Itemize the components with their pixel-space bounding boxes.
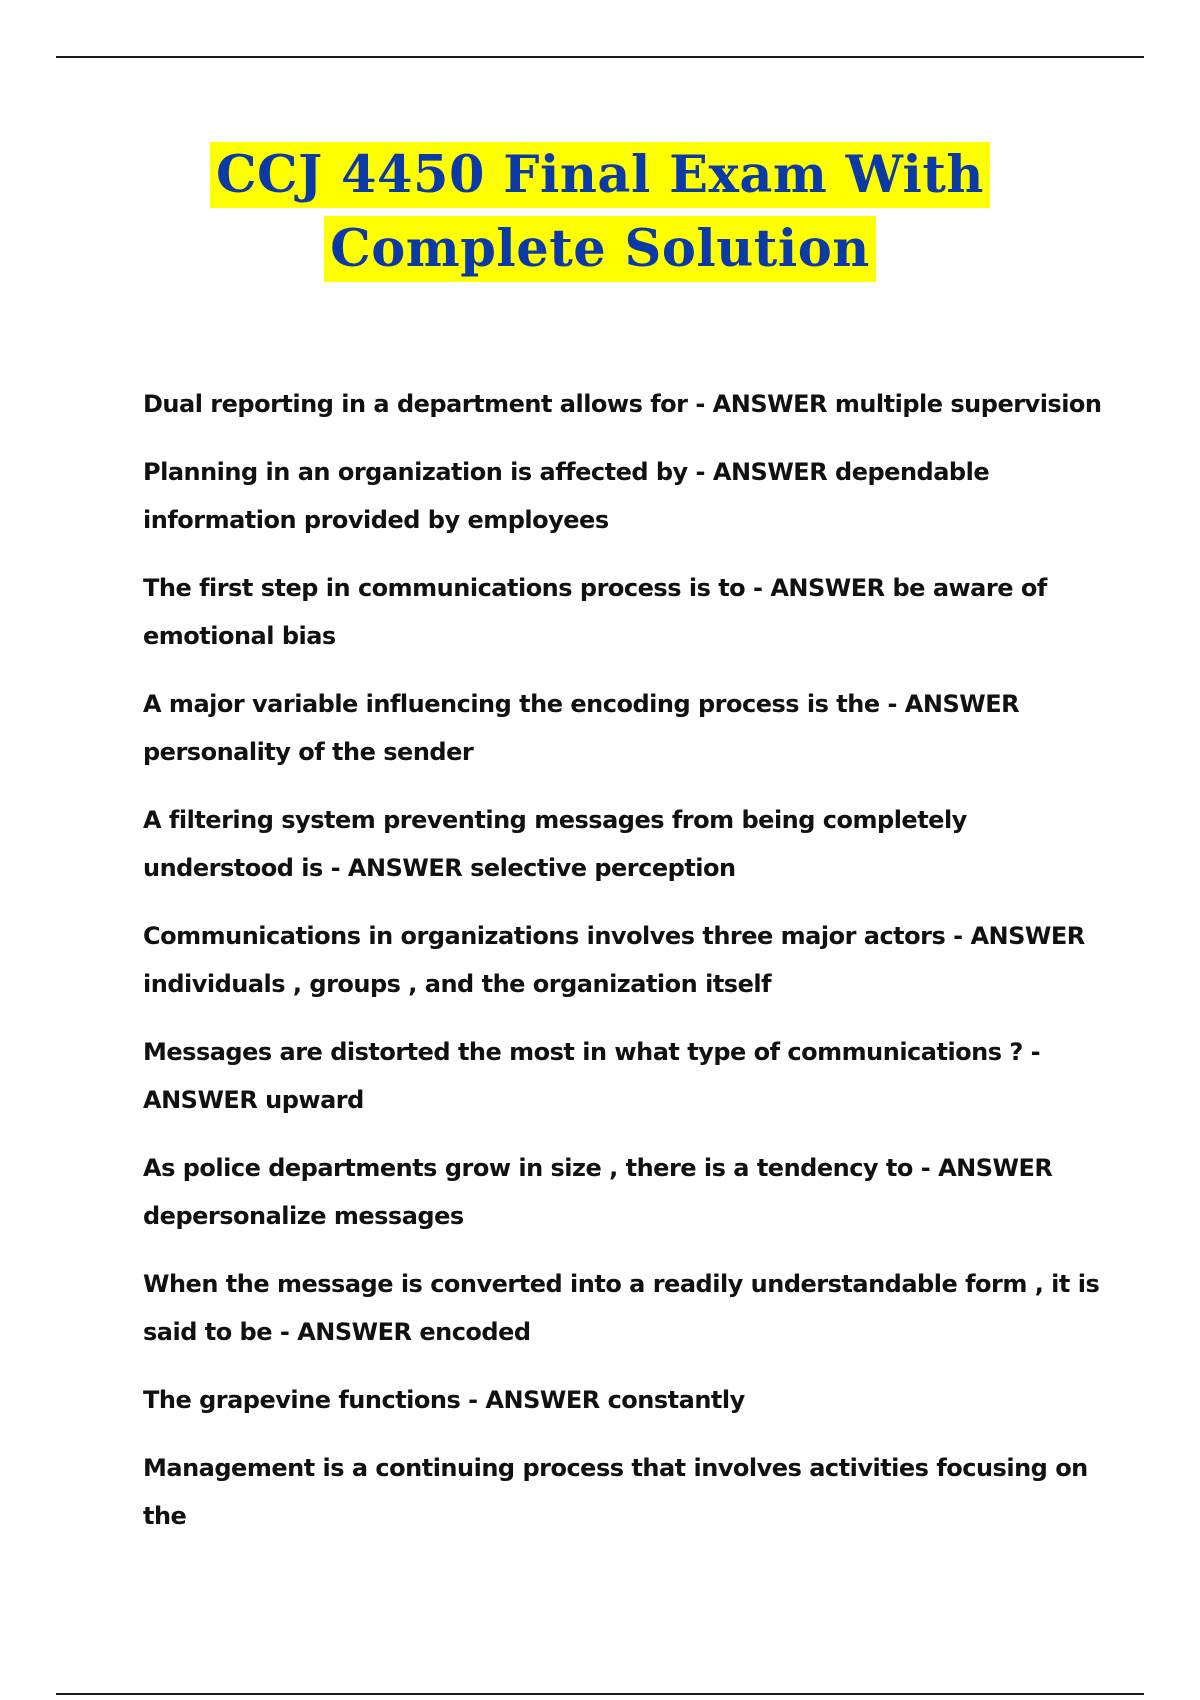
document-title [0, 142, 1200, 290]
qa-separator: - ANSWER [687, 458, 836, 486]
qa-item [143, 380, 1103, 428]
qa-item [143, 796, 1103, 892]
qa-question: The first step in communications process is to [143, 574, 746, 602]
bottom-rule [56, 1693, 1144, 1695]
qa-item [143, 680, 1103, 776]
qa-question: When the message is converted into a readily understandable form , it is said to be [143, 1270, 1100, 1346]
qa-separator: - ANSWER [879, 690, 1020, 718]
qa-separator: - ANSWER [460, 1386, 608, 1414]
qa-question: Management is a continuing process that involves activities focusing on the [143, 1454, 1088, 1530]
qa-answer: multiple supervision [834, 390, 1102, 418]
qa-item [143, 1260, 1103, 1356]
qa-answer: encoded [419, 1318, 531, 1346]
qa-question: As police departments grow in size , there is a tendency to [143, 1154, 913, 1182]
qa-answer: dependable information provided by employees [143, 458, 990, 534]
qa-item [143, 1144, 1103, 1240]
qa-item [143, 912, 1103, 1008]
qa-question: Dual reporting in a department allows for [143, 390, 688, 418]
qa-answer: depersonalize messages [143, 1202, 464, 1230]
qa-separator: - ANSWER [945, 922, 1085, 950]
qa-answer: upward [265, 1086, 364, 1114]
title-text-2: Complete Solution [324, 216, 876, 282]
qa-separator: - ANSWER [745, 574, 893, 602]
top-rule [56, 56, 1144, 58]
qa-question: A major variable influencing the encoding process is the [143, 690, 880, 718]
qa-question: A filtering system preventing messages from being completely understood is [143, 806, 967, 882]
qa-item [143, 1028, 1103, 1124]
title-line-2 [0, 216, 1200, 282]
qa-answer: individuals , groups , and the organization itself [143, 970, 772, 998]
qa-item-partial [143, 1444, 1103, 1540]
qa-answer: personality of the sender [143, 738, 474, 766]
qa-question: Communications in organizations involves three major actors [143, 922, 946, 950]
qa-question: Planning in an organization is affected by [143, 458, 688, 486]
question-answer-list [143, 380, 1103, 1560]
qa-separator: - ANSWER [322, 854, 471, 882]
qa-question: The grapevine functions [143, 1386, 461, 1414]
qa-item [143, 564, 1103, 660]
qa-separator: - ANSWER [272, 1318, 420, 1346]
qa-separator: - ANSWER [912, 1154, 1053, 1182]
qa-answer: selective perception [470, 854, 736, 882]
qa-item [143, 1376, 1103, 1424]
qa-answer: be aware of emotional bias [143, 574, 1047, 650]
qa-separator: - ANSWER [143, 1038, 1041, 1114]
title-line-1 [0, 142, 1200, 208]
qa-separator: - ANSWER [687, 390, 835, 418]
title-text-1: CCJ 4450 Final Exam With [210, 142, 990, 208]
qa-answer: constantly [607, 1386, 745, 1414]
qa-question: Messages are distorted the most in what type of communications ? [143, 1038, 1023, 1066]
qa-item [143, 448, 1103, 544]
